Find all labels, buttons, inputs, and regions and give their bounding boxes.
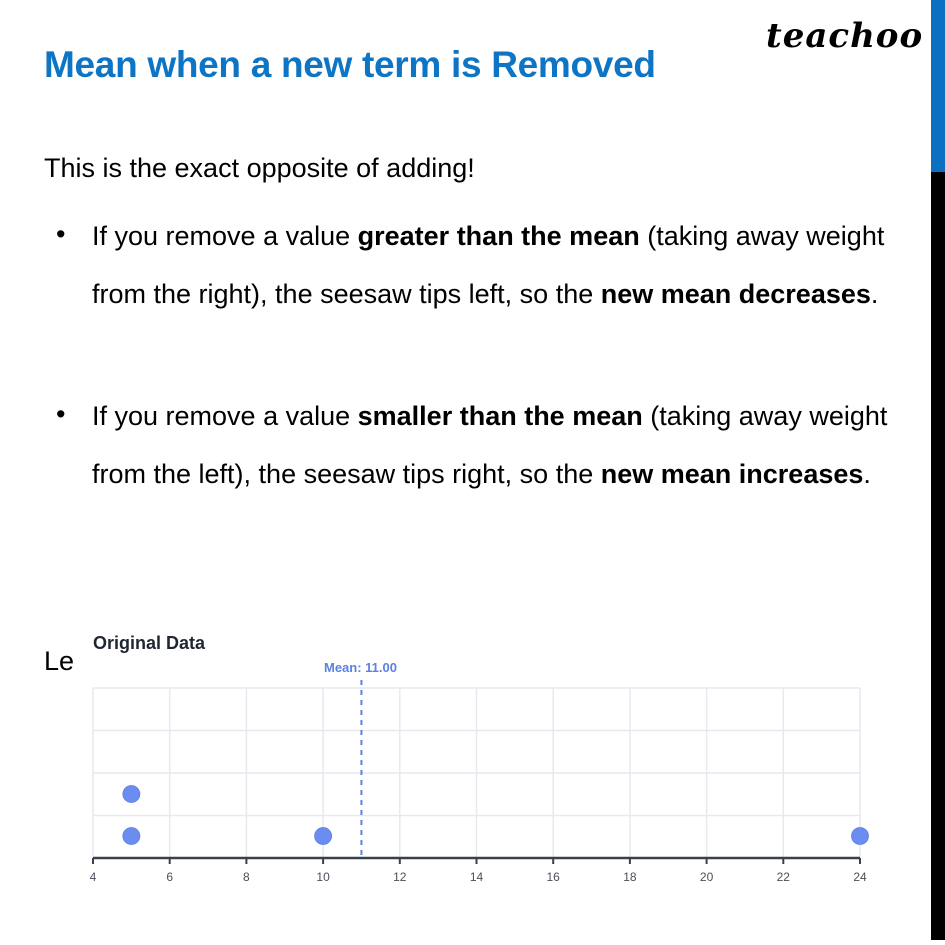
bullet-emphasis: smaller than the mean — [357, 401, 643, 431]
mean-label: Mean: 11.00 — [324, 660, 397, 675]
slide-title: Mean when a new term is Removed — [44, 44, 656, 85]
chart-title: Original Data — [93, 633, 206, 653]
x-tick-label: 20 — [699, 870, 714, 884]
x-tick-label: 22 — [776, 870, 790, 884]
x-tick-label: 14 — [469, 870, 484, 884]
bullet-text-segment: . — [863, 459, 871, 489]
bullet-emphasis: new mean decreases — [600, 279, 871, 309]
x-tick-label: 6 — [166, 870, 174, 884]
x-tick-label: 18 — [623, 870, 637, 884]
x-tick-label: 16 — [546, 870, 560, 884]
bullet-text-segment: If you remove a value — [92, 221, 358, 251]
x-tick-label: 10 — [316, 870, 330, 884]
bullet-emphasis: new mean increases — [600, 459, 864, 489]
bullet-marker: • — [56, 219, 66, 249]
bullet-emphasis: greater than the mean — [357, 221, 640, 251]
data-point — [123, 786, 140, 803]
teachoo-logo: teachoo — [766, 16, 924, 56]
x-tick-label: 12 — [393, 870, 407, 884]
x-tick-label: 4 — [89, 870, 97, 884]
bullet-text-segment: . — [870, 279, 879, 309]
data-point — [315, 828, 332, 845]
intro-text: This is the exact opposite of adding! — [44, 153, 475, 183]
data-point — [852, 828, 869, 845]
bullet-marker: • — [56, 399, 66, 429]
bullet-text-segment: If you remove a value — [92, 401, 358, 431]
bullet-text-segment: (taking away weight from the left), the seesaw tips right, so the — [92, 401, 888, 489]
x-tick-label: 24 — [853, 870, 867, 884]
data-point — [123, 828, 140, 845]
bullet-text-segment: (taking away weight from the right), the seesaw tips left, so the — [92, 221, 885, 309]
partial-text: Le — [44, 646, 75, 676]
x-tick-label: 8 — [243, 870, 250, 884]
